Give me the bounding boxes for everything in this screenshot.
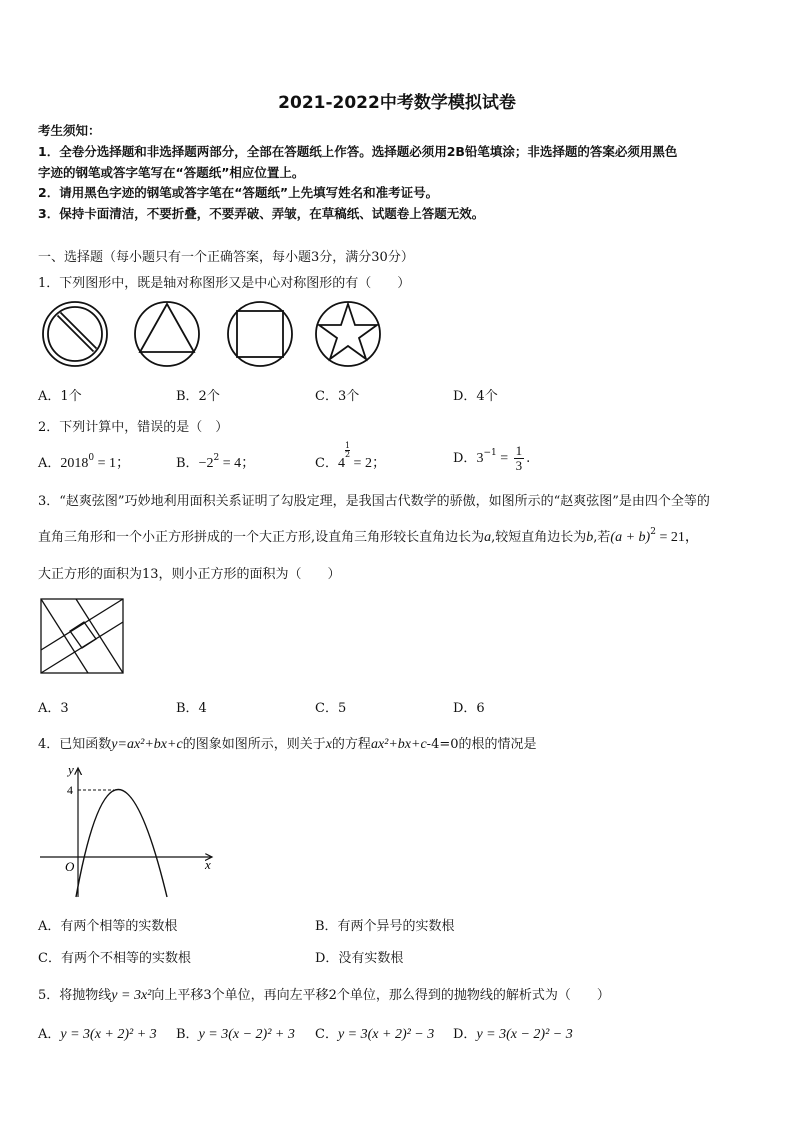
q3-line-2a: 直角三角形和一个小正方形拼成的一个大正方形,设直角三角形较长直角边长为 xyxy=(38,530,485,545)
q4-var-x: x xyxy=(325,737,332,752)
x-axis-label: x xyxy=(205,857,211,872)
q5-stem-b: 向上平移3个单位，再向左平移2个单位，那么得到的抛物线的解析式为（ ） xyxy=(151,988,610,1003)
q1-option-c[interactable]: C．3个 xyxy=(315,389,360,404)
q3-eq-lhs: (a + b) xyxy=(610,530,651,545)
q3-line-2 xyxy=(38,526,699,546)
q2-c-rest: = 2； xyxy=(350,456,386,471)
q5-option-b[interactable] xyxy=(176,1023,295,1043)
q5-d-expr: y = 3(x − 2)² − 3 xyxy=(476,1027,573,1042)
q5-stem-a: 5．将抛物线 xyxy=(38,988,112,1003)
notice-line-1a: 1．全卷分选择题和非选择题两部分，全部在答题纸上作答。选择题必须用2B铅笔填涂；非选择题的答案必须用黑色 xyxy=(38,144,678,159)
q5-b-expr: y = 3(x − 2)² + 3 xyxy=(198,1027,295,1042)
q2-option-d[interactable] xyxy=(453,444,530,473)
q5-a-expr: y = 3(x + 2)² + 3 xyxy=(60,1027,157,1042)
q2-d-num: 1 xyxy=(515,443,523,458)
q4-parabola-graph xyxy=(40,762,220,902)
q2-b-sup: 2 xyxy=(213,453,220,463)
section-heading: 一、选择题（每小题只有一个正确答案，每小题3分，满分30分） xyxy=(38,250,414,265)
q4-option-c[interactable]: C．有两个不相等的实数根 xyxy=(38,951,191,966)
notice-heading: 考生须知： xyxy=(38,123,101,138)
q1-figures xyxy=(38,300,388,370)
q2-b-expr: −2 xyxy=(198,456,214,471)
q2-option-c[interactable] xyxy=(315,441,386,472)
origin-label: O xyxy=(65,859,75,874)
q5-option-d[interactable] xyxy=(453,1023,573,1043)
q2-c-label: C． xyxy=(315,456,338,471)
q5-b-label: B． xyxy=(176,1027,199,1042)
q2-b-label: B． xyxy=(176,456,199,471)
q4-func: y=ax²+bx+c xyxy=(111,737,183,752)
q1-option-a[interactable]: A．1个 xyxy=(38,389,82,404)
q2-d-end: . xyxy=(526,451,531,466)
q3-option-a[interactable]: A．3 xyxy=(38,701,69,716)
circle-triangle-figure xyxy=(135,302,199,366)
q2-c-den: 2 xyxy=(344,450,351,459)
q4-stem-b: 的图象如图所示，则关于 xyxy=(182,737,326,752)
q5-d-label: D． xyxy=(453,1027,477,1042)
q4-option-b[interactable]: B．有两个异号的实数根 xyxy=(315,919,455,934)
q3-option-b[interactable]: B．4 xyxy=(176,701,207,716)
q4-eq: ax²+bx+c xyxy=(370,737,427,752)
q2-d-sup: −1 xyxy=(483,448,497,458)
q3-option-d[interactable]: D．6 xyxy=(453,701,485,716)
notice-line-1b: 字迹的钢笔或答字笔写在“答题纸”相应位置上。 xyxy=(38,165,305,180)
q5-stem xyxy=(38,984,610,1004)
q4-stem xyxy=(38,733,537,753)
q4-stem-c: 的方程 xyxy=(331,737,371,752)
q3-var-a: a xyxy=(484,530,492,545)
q2-c-exponent xyxy=(345,442,350,459)
q4-option-d[interactable]: D．没有实数根 xyxy=(315,951,404,966)
q2-option-b[interactable] xyxy=(176,452,255,472)
q4-stem-a: 4．已知函数 xyxy=(38,737,112,752)
q1-stem: 1．下列图形中，既是轴对称图形又是中心对称图形的有（ ） xyxy=(38,276,411,291)
q4-option-a[interactable]: A．有两个相等的实数根 xyxy=(38,919,178,934)
tick-4-label: 4 xyxy=(67,783,73,797)
q5-option-a[interactable] xyxy=(38,1023,157,1043)
page-title: 2021-2022中考数学模拟试卷 xyxy=(278,93,516,113)
q2-stem: 2．下列计算中，错误的是（ ） xyxy=(38,420,229,435)
notice-line-2: 2．请用黑色字迹的钢笔或答字笔在“答题纸”上先填写姓名和准考证号。 xyxy=(38,185,439,200)
q3-option-c[interactable]: C．5 xyxy=(315,701,347,716)
q2-d-fraction xyxy=(514,444,525,473)
q5-a-label: A． xyxy=(38,1027,61,1042)
q1-option-b[interactable]: B．2个 xyxy=(176,389,220,404)
q2-a-sup: 0 xyxy=(88,453,95,463)
q5-c-label: C． xyxy=(315,1027,338,1042)
circle-star-figure xyxy=(316,302,380,366)
q5-func: y = 3x² xyxy=(111,988,152,1003)
q3-line-2c: ,若 xyxy=(593,530,611,545)
circle-square-figure xyxy=(228,302,292,366)
q2-d-eq: = xyxy=(496,451,512,466)
q3-line-3: 大正方形的面积为13，则小正方形的面积为（ ） xyxy=(38,567,341,582)
q2-c-base: 4 xyxy=(337,456,345,471)
q2-d-base: 3 xyxy=(476,451,484,466)
q3-line-1: 3．“赵爽弦图”巧妙地利用面积关系证明了勾股定理，是我国古代数学的骄傲，如图所示的“赵爽弦图”是由四个全等的 xyxy=(38,494,710,509)
q2-a-expr: 2018 xyxy=(60,456,89,471)
parabola-curve xyxy=(76,790,167,898)
q5-option-c[interactable] xyxy=(315,1023,434,1043)
q3-eq-sup: 2 xyxy=(650,527,656,537)
q2-d-den: 3 xyxy=(515,458,523,473)
q2-a-rest: = 1； xyxy=(94,456,131,471)
q2-a-label: A． xyxy=(38,456,61,471)
notice-line-3: 3．保持卡面清洁，不要折叠，不要弄破、弄皱，在草稿纸、试题卷上答题无效。 xyxy=(38,206,485,221)
q2-d-label: D． xyxy=(453,451,477,466)
q5-c-expr: y = 3(x + 2)² − 3 xyxy=(337,1027,435,1042)
q2-c-num: 1 xyxy=(344,441,351,450)
q3-line-2b: ,较短直角边长为 xyxy=(491,530,587,545)
q3-eq-rhs: = 21， xyxy=(655,530,699,545)
q2-option-a[interactable] xyxy=(38,452,130,472)
q3-var-b: b xyxy=(586,530,594,545)
zhao-shuang-diagram xyxy=(40,598,124,674)
circle-slash-figure xyxy=(43,302,107,366)
y-axis-label: y xyxy=(68,762,74,777)
q2-b-rest: = 4； xyxy=(219,456,256,471)
q1-option-d[interactable]: D．4个 xyxy=(453,389,498,404)
q4-stem-d: -4=0的根的情况是 xyxy=(426,737,537,752)
